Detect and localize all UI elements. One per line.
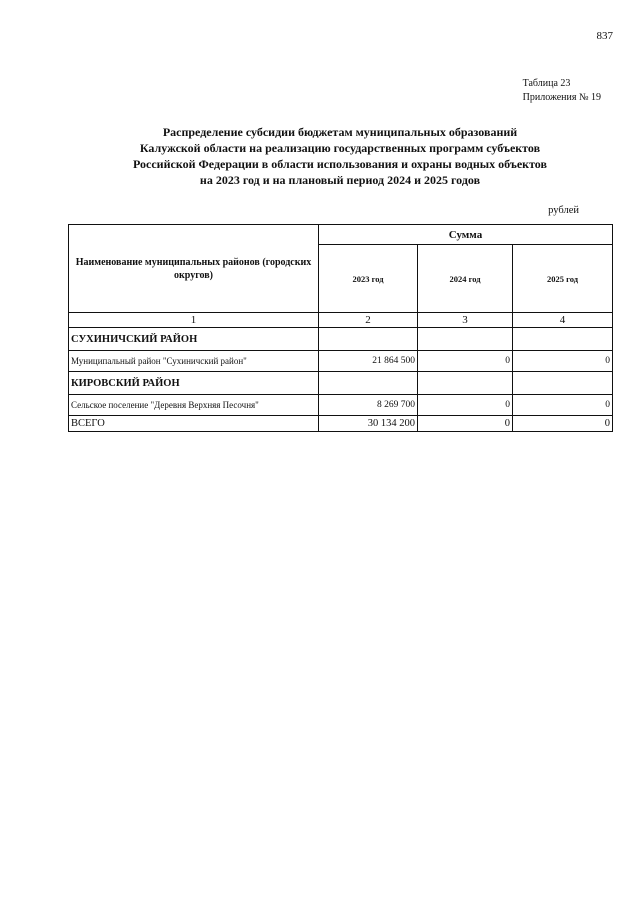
value-2025: 0 — [513, 395, 613, 416]
district-name: СУХИНИЧСКИЙ РАЙОН — [69, 328, 319, 351]
empty-cell — [513, 372, 613, 395]
district-row — [69, 372, 613, 395]
column-number: 1 — [69, 313, 319, 328]
subsidy-table — [68, 224, 613, 432]
column-number-row — [69, 313, 613, 328]
title-line: Российской Федерации в области использования и охраны водных объектов — [132, 157, 547, 171]
municipality-name: Сельское поселение "Деревня Верхняя Песочня" — [69, 395, 319, 416]
page-number: 837 — [596, 30, 613, 42]
title-line: на 2023 год и на плановый период 2024 и 2025 годов — [199, 173, 481, 187]
year-2023-header: 2023 год — [319, 245, 418, 313]
title-line: Калужской области на реализацию государственных программ субъектов — [139, 141, 541, 155]
table-row — [69, 395, 613, 416]
column-number: 4 — [513, 313, 613, 328]
total-label: ВСЕГО — [69, 416, 319, 432]
value-2025: 0 — [513, 351, 613, 372]
value-2023: 8 269 700 — [319, 395, 418, 416]
district-row — [69, 328, 613, 351]
empty-cell — [418, 328, 513, 351]
municipality-name: Муниципальный район "Сухиничский район" — [69, 351, 319, 372]
table-row — [69, 351, 613, 372]
name-column-header: Наименование муниципальных районов (городских округов) — [69, 225, 319, 313]
document-title — [70, 124, 610, 188]
total-2024: 0 — [418, 416, 513, 432]
year-2025-header: 2025 год — [513, 245, 613, 313]
appendix-number: Приложения № 19 — [522, 92, 601, 103]
empty-cell — [513, 328, 613, 351]
total-row — [69, 416, 613, 432]
empty-cell — [319, 328, 418, 351]
value-2024: 0 — [418, 395, 513, 416]
value-2023: 21 864 500 — [319, 351, 418, 372]
empty-cell — [418, 372, 513, 395]
table-reference: Таблица 23 — [522, 78, 571, 89]
total-2023: 30 134 200 — [319, 416, 418, 432]
district-name: КИРОВСКИЙ РАЙОН — [69, 372, 319, 395]
year-2024-header: 2024 год — [418, 245, 513, 313]
column-number: 2 — [319, 313, 418, 328]
sum-column-header: Сумма — [319, 225, 613, 245]
appendix-reference — [523, 77, 601, 105]
total-2025: 0 — [513, 416, 613, 432]
empty-cell — [319, 372, 418, 395]
column-number: 3 — [418, 313, 513, 328]
title-line: Распределение субсидии бюджетам муниципальных образований — [162, 125, 518, 139]
value-2024: 0 — [418, 351, 513, 372]
units-label: рублей — [548, 205, 579, 216]
